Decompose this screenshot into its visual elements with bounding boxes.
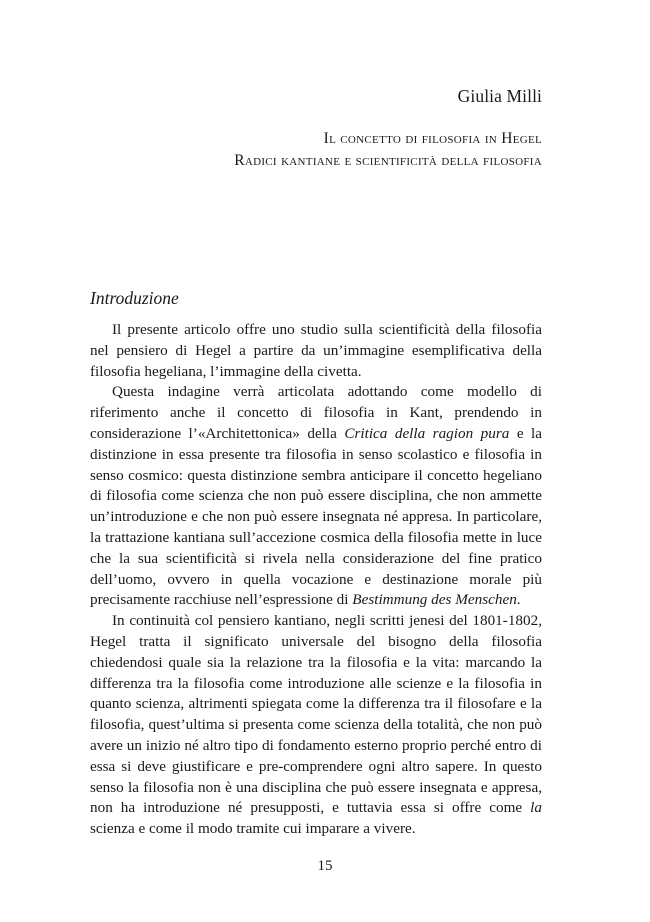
title-line-2: Radici kantiane e scientificità della filosofia — [234, 152, 542, 169]
section-heading: Introduzione — [90, 288, 179, 308]
author-name: Giulia Milli — [457, 86, 542, 106]
article-title — [234, 128, 542, 172]
paragraph-3-italic-word: la — [530, 799, 542, 817]
body-text — [90, 320, 542, 840]
title-line-1: Il concetto di filosofia in Hegel — [323, 130, 542, 147]
paragraph-2 — [90, 382, 542, 611]
paragraph-3 — [90, 611, 542, 840]
paragraph-2-text-c: . — [516, 591, 521, 609]
paragraph-3-text-a: In continuità col pensiero kantiano, negli scritti jenesi del 1801-1802, Hegel tratta il significato universale del bisogno della filosofia chiedendosi quale sia la relazione tra la filosofia e la vita: marcando la differenza tra la filosofia come introduzione alle scienze e la filosofia in quanto scienza, altrimenti spiegata come la differenza tra il filosofare e la filosofia, quest’ultima si presenta come scienza della totalità, che non può avere un inizio né altro tipo di fondamento esterno proprio perché entro di essa si deve giustificare e pre-comprendere ogni altro sapere. In questo senso la filosofia non è una disciplina che può essere insegnata e appresa, non ha introduzione né presupposti, e tuttavia essa si offre come — [90, 612, 542, 817]
page-number: 15 — [317, 858, 333, 874]
paragraph-2-text-b: e la distinzione in essa presente tra filosofia in senso scolastico e filosofia in senso cosmico: questa distinzione sembra anticipare il concetto hegeliano di filosofia come scienza che non può essere disciplina, che non ammette un’introduzione e che non può essere insegnata né appresa. In particolare, la trattazione kantiana sull’accezione cosmica della filosofia mette in luce che la sua scientificità si rivela nella considerazione del fine pratico dell’uomo, ovvero in quella vocazione e destinazione morale più precisamente racchiuse nell’espressione di — [90, 424, 542, 609]
paragraph-2-italic-phrase: Bestimmung des Menschen — [352, 591, 517, 609]
paragraph-2-text-a: Questa indagine verrà articolata adottando come modello di riferimento anche il concetto di filosofia in Kant, prendendo in considerazione l’«Architettonica» della — [90, 383, 542, 442]
paragraph-1: Il presente articolo offre uno studio sulla scientificità della filosofia nel pensiero di Hegel a partire da un’immagine esemplificativa della filosofia hegeliana, l’immagine della civetta. — [90, 321, 542, 380]
paragraph-3-text-b: scienza e come il modo tramite cui imparare a vivere. — [90, 820, 416, 838]
paragraph-2-italic-title: Critica della ragion pura — [344, 424, 510, 442]
